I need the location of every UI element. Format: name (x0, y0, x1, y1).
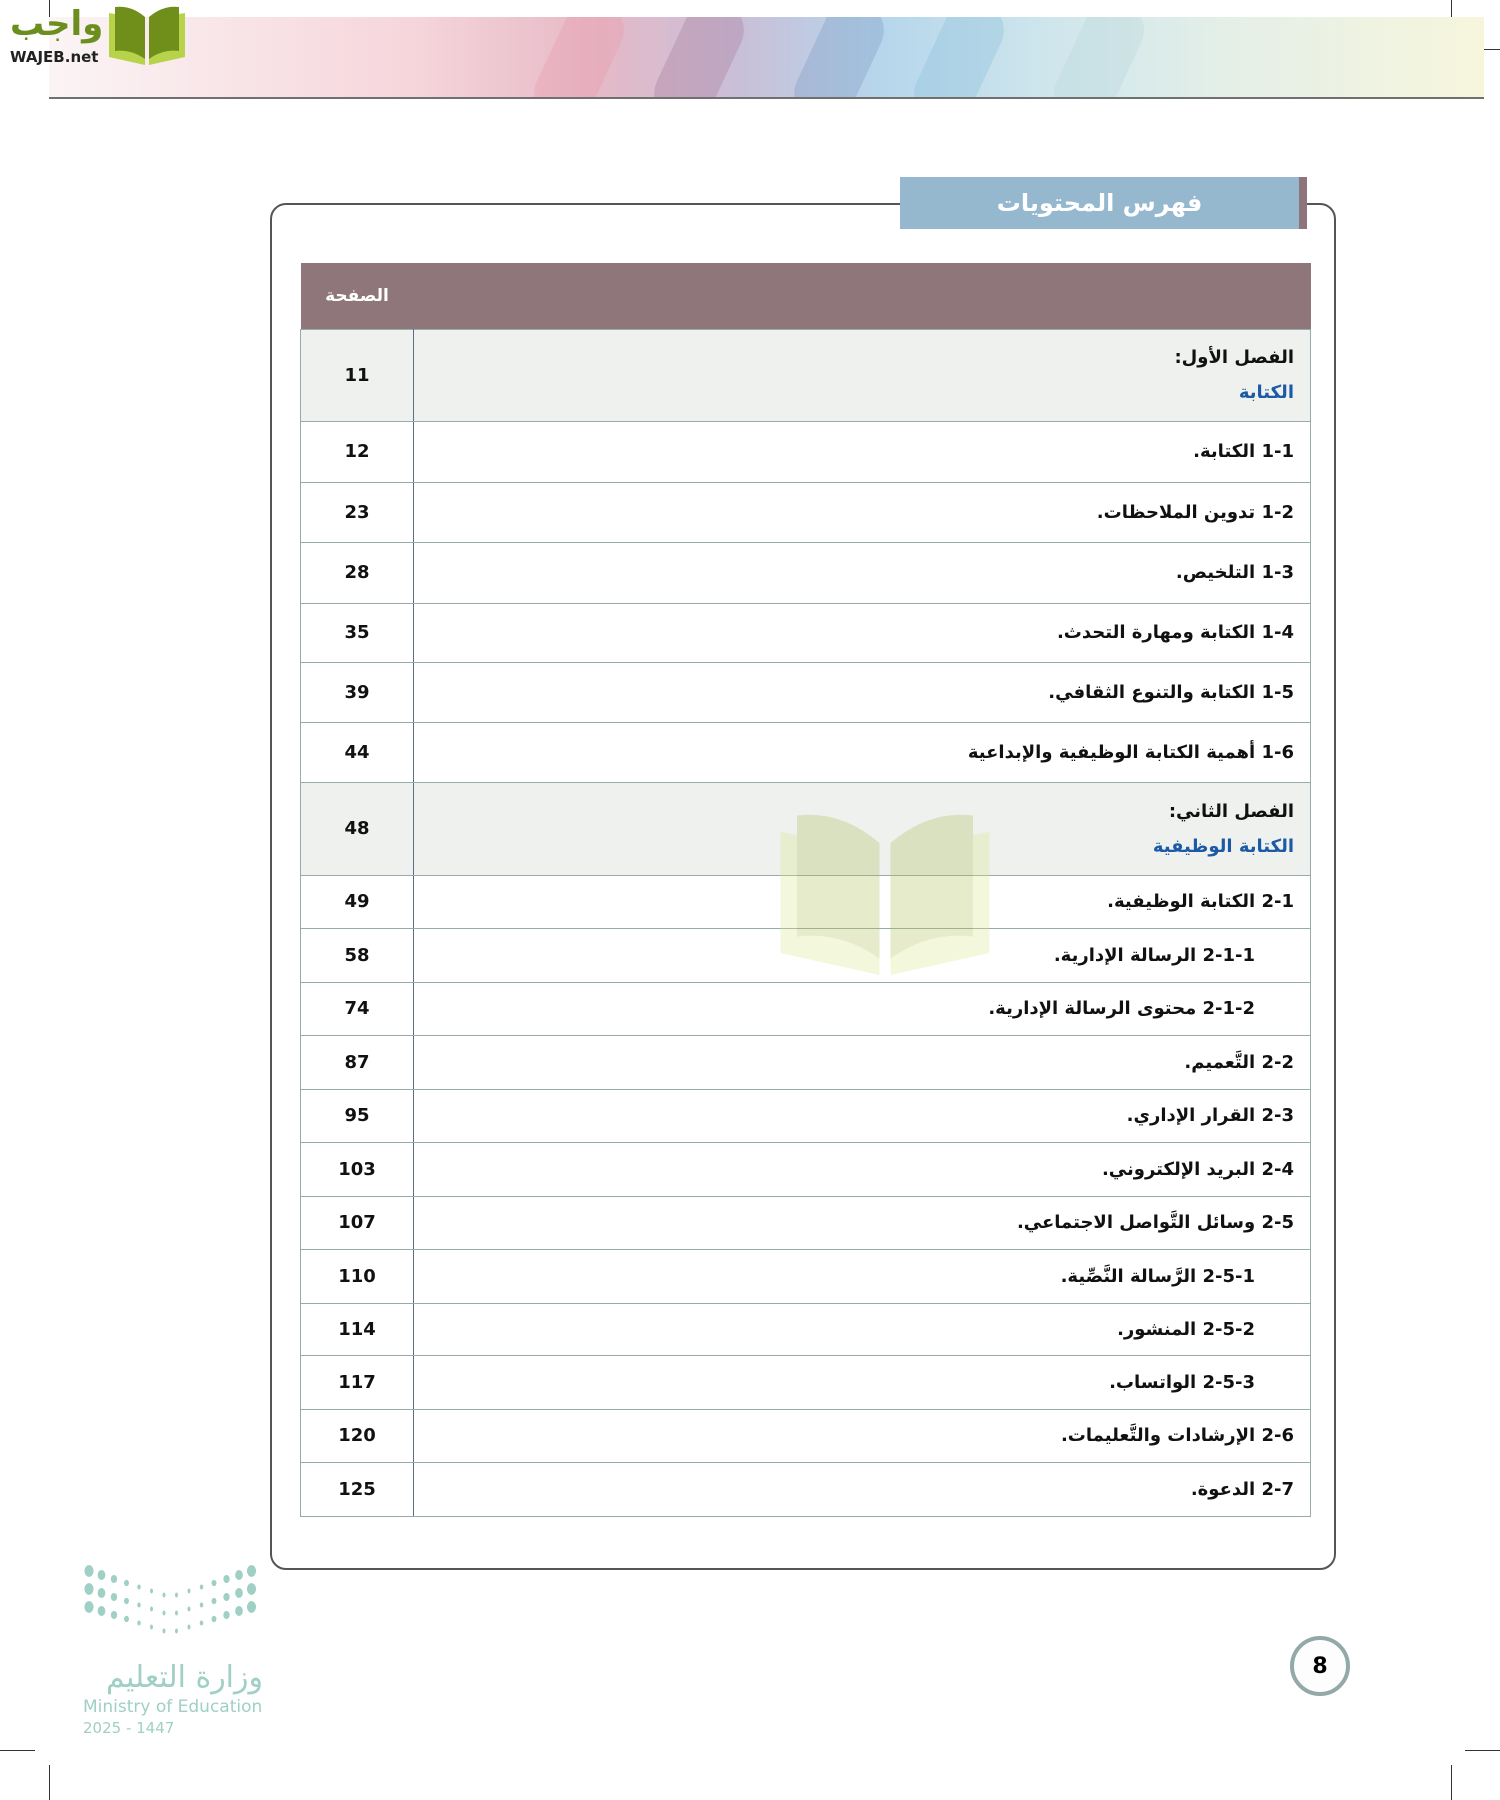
title-column-header (414, 263, 1311, 329)
lesson-title: 1-5 الكتابة والتنوع الثقافي. (414, 662, 1311, 722)
ministry-logo (83, 1563, 268, 1738)
dot (175, 1629, 178, 1634)
page-cell: 12 (301, 421, 414, 482)
table-row (301, 1462, 1311, 1516)
lesson-title: 2-6 الإرشادات والتَّعليمات. (414, 1409, 1311, 1462)
dot (163, 1629, 166, 1634)
dot (111, 1575, 117, 1583)
dot (111, 1593, 117, 1601)
dot (188, 1607, 191, 1612)
lesson-title: 2-5 وسائل التَّواصل الاجتماعي. (414, 1196, 1311, 1249)
table-header (301, 263, 1311, 329)
chapter-title: الفصل الأول: (1174, 347, 1294, 368)
lesson-title: 2-5-2 المنشور. (414, 1303, 1311, 1355)
table-row (301, 1249, 1311, 1303)
dot (150, 1607, 153, 1612)
table-row (301, 482, 1311, 542)
dot (84, 1601, 93, 1613)
page-cell: 117 (301, 1355, 414, 1409)
dot (175, 1611, 178, 1616)
page-title: فهرس المحتويات (900, 177, 1307, 229)
dot (247, 1601, 256, 1613)
crop-mark (0, 1750, 35, 1751)
dot (137, 1621, 141, 1626)
dot (163, 1593, 166, 1598)
lesson-title: 2-5-1 الرَّسالة النَّصِّية. (414, 1249, 1311, 1303)
page-cell: 120 (301, 1409, 414, 1462)
page-cell: 48 (301, 782, 414, 875)
wajeb-logo (10, 2, 103, 66)
ministry-name-ar: وزارة التعليم (105, 1660, 263, 1695)
chapter-cell (414, 782, 1311, 875)
chapter-subtitle: الكتابة (1238, 382, 1294, 403)
dot (84, 1565, 93, 1577)
lesson-title: 1-4 الكتابة ومهارة التحدث. (414, 603, 1311, 662)
lesson-title: 2-3 القرار الإداري. (414, 1089, 1311, 1142)
page-number: 8 (1290, 1636, 1350, 1696)
lesson-title: 2-1 الكتابة الوظيفية. (414, 875, 1311, 928)
dot (212, 1580, 217, 1586)
page-cell: 44 (301, 722, 414, 782)
dot (223, 1575, 229, 1583)
table-row (301, 421, 1311, 482)
dot (98, 1588, 106, 1598)
dot (150, 1625, 153, 1630)
table-row (301, 1196, 1311, 1249)
dot (247, 1565, 256, 1577)
dot (124, 1598, 129, 1604)
page-cell: 74 (301, 982, 414, 1035)
table-row (301, 875, 1311, 928)
contents-table (300, 263, 1311, 1517)
crop-mark (1465, 1750, 1500, 1751)
table-row (301, 1303, 1311, 1355)
chapter-subtitle: الكتابة الوظيفية (1152, 835, 1294, 857)
dot (163, 1611, 166, 1616)
page-cell: 87 (301, 1035, 414, 1089)
table-row (301, 982, 1311, 1035)
page-cell: 107 (301, 1196, 414, 1249)
page-cell: 114 (301, 1303, 414, 1355)
page-cell: 28 (301, 542, 414, 603)
lesson-title: 2-2 التَّعميم. (414, 1035, 1311, 1089)
crop-mark (1451, 1765, 1452, 1800)
ministry-dots-icon (83, 1563, 263, 1638)
ministry-name-en: Ministry of Education (83, 1697, 263, 1717)
table-row (301, 1035, 1311, 1089)
page-cell: 39 (301, 662, 414, 722)
chapter-title: الفصل الثاني: (1168, 800, 1294, 822)
table-row (301, 1355, 1311, 1409)
lesson-title: 2-1-1 الرسالة الإدارية. (414, 928, 1311, 982)
table-row (301, 1142, 1311, 1196)
dot (212, 1616, 217, 1622)
crop-mark (49, 1765, 50, 1800)
ministry-year: 2025 - 1447 (83, 1719, 175, 1737)
table-row (301, 1089, 1311, 1142)
page-cell: 125 (301, 1462, 414, 1516)
lesson-title: 1-3 التلخيص. (414, 542, 1311, 603)
table-row (301, 603, 1311, 662)
lesson-title: 2-4 البريد الإلكتروني. (414, 1142, 1311, 1196)
page-cell: 35 (301, 603, 414, 662)
dot (98, 1606, 106, 1616)
lesson-title: 1-2 تدوين الملاحظات. (414, 482, 1311, 542)
chapter-cell (414, 329, 1311, 421)
dot (200, 1585, 204, 1590)
page-cell: 110 (301, 1249, 414, 1303)
page-cell: 23 (301, 482, 414, 542)
table-row (301, 722, 1311, 782)
lesson-title: 2-7 الدعوة. (414, 1462, 1311, 1516)
dot (235, 1588, 243, 1598)
table-row (301, 662, 1311, 722)
dot (175, 1593, 178, 1598)
dot (98, 1570, 106, 1580)
chapter-row (301, 329, 1311, 421)
chapter-row (301, 782, 1311, 875)
dot (137, 1585, 141, 1590)
dot (124, 1616, 129, 1622)
book-logo-icon (107, 5, 187, 65)
page-cell: 11 (301, 329, 414, 421)
dot (111, 1611, 117, 1619)
table-row (301, 542, 1311, 603)
table-row (301, 928, 1311, 982)
page-cell: 49 (301, 875, 414, 928)
dot (247, 1583, 256, 1595)
dot (188, 1625, 191, 1630)
logo-text-ar: واجب (10, 4, 104, 44)
dot (137, 1603, 141, 1608)
lesson-title: 2-5-3 الواتساب. (414, 1355, 1311, 1409)
header-banner (49, 17, 1484, 99)
table-row (301, 1409, 1311, 1462)
page-column-header: الصفحة (301, 263, 414, 329)
page-cell: 95 (301, 1089, 414, 1142)
dot (235, 1570, 243, 1580)
logo-text-en: WAJEB.net (10, 48, 99, 66)
dot (200, 1621, 204, 1626)
page-cell: 58 (301, 928, 414, 982)
lesson-title: 2-1-2 محتوى الرسالة الإدارية. (414, 982, 1311, 1035)
dot (223, 1611, 229, 1619)
dot (212, 1598, 217, 1604)
page-cell: 103 (301, 1142, 414, 1196)
lesson-title: 1-1 الكتابة. (414, 421, 1311, 482)
dot (200, 1603, 204, 1608)
dot (150, 1589, 153, 1594)
dot (235, 1606, 243, 1616)
dot (124, 1580, 129, 1586)
dot (188, 1589, 191, 1594)
lesson-title: 1-6 أهمية الكتابة الوظيفية والإبداعية (414, 722, 1311, 782)
dot (223, 1593, 229, 1601)
dot (84, 1583, 93, 1595)
